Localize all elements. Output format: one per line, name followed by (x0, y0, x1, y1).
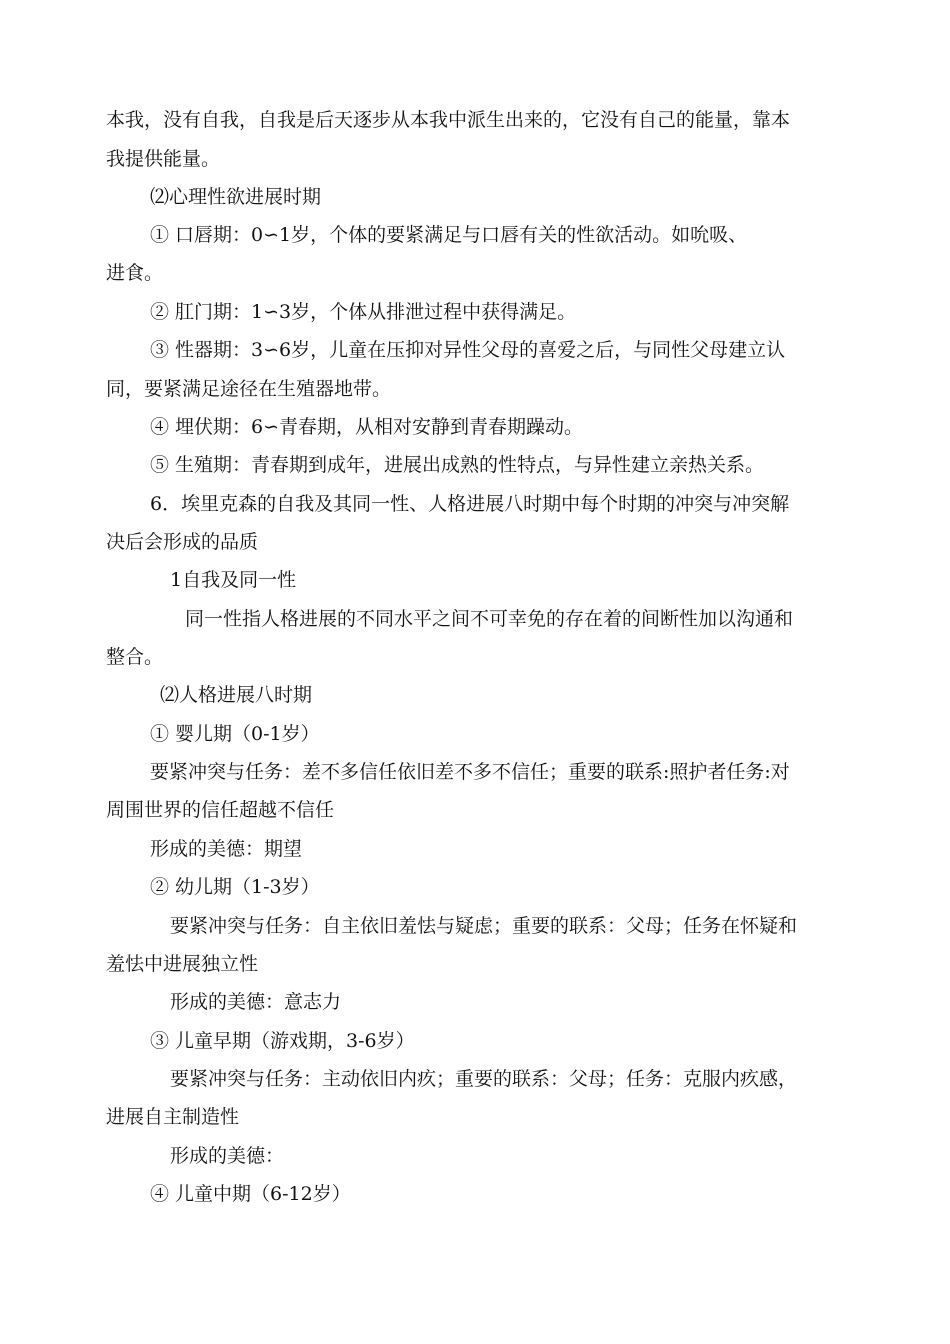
text-line: 同，要紧满足途径在生殖器地带。 (106, 378, 392, 400)
list-item: ③ 儿童早期（游戏期，3-6岁） (150, 1030, 415, 1052)
list-item: ③ 性器期：3∽6岁，儿童在压抑对异性父母的喜爱之后，与同性父母建立认 (150, 339, 786, 361)
section-heading: 6．埃里克森的自我及其同一性、人格进展八时期中每个时期的冲突与冲突解 (150, 493, 790, 515)
list-item: ④ 儿童中期（6-12岁） (150, 1183, 351, 1205)
text-line: 形成的美德：期望 (150, 838, 303, 860)
text-line: 要紧冲突与任务：主动依旧内疚；重要的联系：父母；任务：克服内疚感， (170, 1068, 798, 1090)
list-item: ① 口唇期：0∽1岁，个体的要紧满足与口唇有关的性欲活动。如吮吸、 (150, 224, 748, 246)
text-line: 形成的美德： (170, 1145, 285, 1167)
text-line: 整合。 (106, 646, 164, 668)
text-line: 同一性指人格进展的不同水平之间不可幸免的存在着的间断性加以沟通和 (185, 608, 794, 630)
text-line: 周围世界的信任超越不信任 (106, 799, 335, 821)
list-item: ① 婴儿期（0-1岁） (150, 723, 320, 745)
text-line: 要紧冲突与任务：自主依旧羞怯与疑虑；重要的联系：父母；任务在怀疑和 (170, 915, 798, 937)
list-item: ② 幼儿期（1-3岁） (150, 876, 320, 898)
text-line: 本我，没有自我，自我是后天逐步从本我中派生出来的，它没有自己的能量，靠本 (106, 109, 791, 131)
list-item: ② 肛门期：1∽3岁，个体从排泄过程中获得满足。 (150, 301, 577, 323)
text-line: 进展自主制造性 (106, 1106, 240, 1128)
section-heading: ⑵心理性欲进展时期 (150, 186, 322, 208)
text-line: 我提供能量。 (106, 148, 221, 170)
list-item: ⑤ 生殖期：青春期到成年，进展出成熟的性特点，与异性建立亲热关系。 (150, 454, 765, 476)
subsection-heading: ⑵人格进展八时期 (160, 684, 313, 706)
list-item: ④ 埋伏期：6∽青春期，从相对安静到青春期躁动。 (150, 416, 584, 438)
text-line: 决后会形成的品质 (106, 531, 259, 553)
text-line: 形成的美德：意志力 (170, 991, 342, 1013)
subsection-heading: 1自我及同一性 (170, 569, 297, 591)
text-line: 要紧冲突与任务：差不多信任依旧差不多不信任；重要的联系:照护者任务:对 (150, 761, 790, 783)
text-line: 羞怯中进展独立性 (106, 953, 259, 975)
text-line: 进食。 (106, 262, 164, 284)
